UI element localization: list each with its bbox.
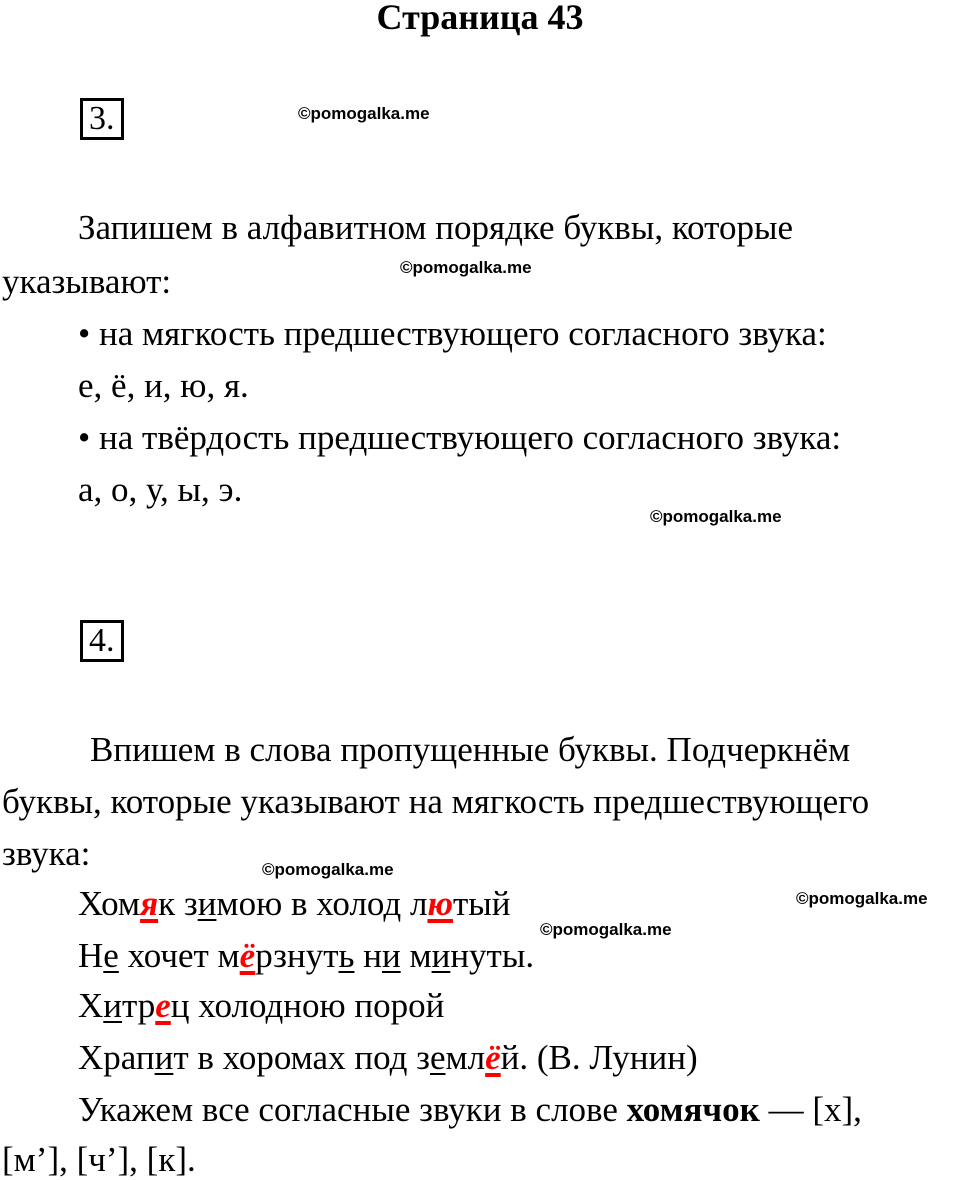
poem-line bbox=[78, 986, 444, 1026]
poem-text: ц холодною порой bbox=[170, 986, 445, 1025]
task-3-hard-letters: а, о, у, ы, э. bbox=[78, 470, 243, 509]
conclusion-sounds: — [х], bbox=[759, 1090, 862, 1129]
poem-text: н bbox=[354, 936, 382, 975]
poem-text: мл bbox=[445, 1038, 486, 1077]
conclusion-text: Укажем все согласные звуки в слове bbox=[78, 1090, 627, 1129]
task-3-intro-line2: указывают: bbox=[2, 262, 172, 301]
poem-line bbox=[78, 1038, 698, 1078]
underlined-letter: е bbox=[103, 936, 119, 975]
task-4-conclusion-line2: [м’], [ч’], [к]. bbox=[2, 1140, 196, 1179]
task-3-soft-letters: е, ё, и, ю, я. bbox=[78, 366, 249, 405]
underlined-letter: и bbox=[381, 936, 401, 975]
poem-text: хочет м bbox=[118, 936, 240, 975]
underlined-letter: е bbox=[429, 1038, 446, 1077]
poem-text: Н bbox=[78, 936, 104, 975]
highlighted-letter: ё bbox=[239, 936, 256, 975]
highlighted-letter: ё bbox=[485, 1038, 501, 1077]
watermark: ©pomogalka.me bbox=[650, 507, 782, 526]
poem-text: Храп bbox=[78, 1038, 155, 1077]
poem-line bbox=[78, 936, 534, 976]
highlighted-letter: е bbox=[155, 986, 171, 1025]
poem-text: тый bbox=[453, 884, 511, 923]
poem-text: тр bbox=[122, 986, 156, 1025]
poem-text: мою в холод л bbox=[216, 884, 428, 923]
poem-text: к з bbox=[158, 884, 198, 923]
underlined-letter: ь bbox=[338, 936, 355, 975]
task-4-number: 4. bbox=[80, 620, 124, 662]
task-3-intro-line1: Запишем в алфавитном порядке буквы, которые bbox=[78, 208, 793, 247]
task-4-intro-line2: буквы, которые указывают на мягкость предшествующего bbox=[2, 782, 870, 821]
watermark: ©pomogalka.me bbox=[298, 104, 430, 123]
poem-text: Х bbox=[78, 986, 104, 1025]
poem-text: Хом bbox=[78, 884, 141, 923]
underlined-letter: и bbox=[154, 1038, 174, 1077]
poem-text: нуты. bbox=[450, 936, 535, 975]
task-4-conclusion bbox=[78, 1090, 862, 1130]
task-4-intro-line3: звука: bbox=[2, 834, 91, 873]
page-title: Страница 43 bbox=[376, 0, 584, 37]
watermark: ©pomogalka.me bbox=[540, 920, 672, 939]
watermark: ©pomogalka.me bbox=[400, 258, 532, 277]
task-4-intro-line1: Впишем в слова пропущенные буквы. Подчеркнём bbox=[90, 730, 851, 769]
underlined-letter: и bbox=[103, 986, 123, 1025]
underlined-letter: и bbox=[431, 936, 451, 975]
poem-text: м bbox=[400, 936, 432, 975]
task-3-bullet-soft: • на мягкость предшествующего согласного звука: bbox=[78, 314, 827, 353]
task-3-bullet-hard: • на твёрдость предшествующего согласного звука: bbox=[78, 418, 842, 457]
poem-text: рзнут bbox=[255, 936, 339, 975]
highlighted-letter: ю bbox=[427, 884, 453, 923]
conclusion-word: хомячок bbox=[626, 1090, 760, 1129]
poem-line bbox=[78, 884, 511, 924]
watermark: ©pomogalka.me bbox=[796, 889, 928, 908]
poem-text: т в хоромах под з bbox=[173, 1038, 430, 1077]
highlighted-letter: я bbox=[140, 884, 159, 923]
underlined-letter: и bbox=[197, 884, 217, 923]
poem-text: й. (В. Лунин) bbox=[500, 1038, 698, 1077]
watermark: ©pomogalka.me bbox=[262, 860, 394, 879]
task-3-number: 3. bbox=[80, 98, 124, 140]
